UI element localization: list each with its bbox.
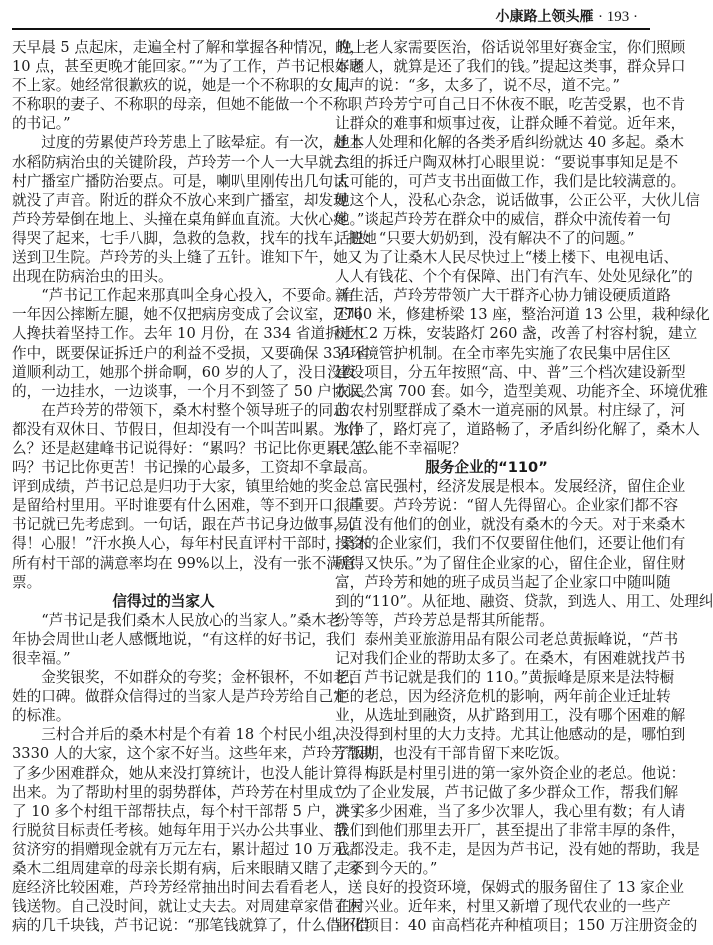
text-line: 同声的说：“多，太多了，说不尽，道不完。”: [335, 77, 620, 95]
text-line: 作中，既要保证拆迁户的利益不受损，又要确保 334 省: [12, 344, 371, 362]
text-line: 在芦玲芳的带领下，桑木村整个领导班子的同志: [41, 401, 348, 419]
text-line: 的书记。”: [12, 115, 71, 133]
text-line: 所得又快乐。”为了留住企业家的心，留住企业，留住财: [335, 554, 686, 572]
text-line: 书记就已先考虑到。一句话，跟在芦书记身边做事，值: [12, 516, 363, 534]
text-line: 业，从选址到融资，从扩路到用工，没有哪个困难的解: [335, 707, 686, 725]
text-line: 富民强村，经济发展是根本。发展经济，留住企业: [364, 478, 686, 496]
text-line: 3330 人的大家，这个家不好当。这些年来，芦玲芳帮助: [12, 745, 375, 763]
text-line: 很重要。芦玲芳说：“留人先得留心。企业家们都不容: [335, 497, 679, 515]
text-line: 的标准。: [12, 707, 71, 725]
text-line: 都没有双休日、节假日，但却没有一个叫苦叫累。为什: [12, 420, 363, 438]
text-line: 她。”谈起芦玲芳在群众中的威信，群众中流传着一句: [335, 210, 671, 228]
text-line: 芦玲芳宁可自己日不休夜不眠，吃苦受累，也不肯: [364, 96, 686, 114]
paragraph: [12, 38, 367, 133]
text-line: 一年因公摔断左腿，她不仅把病房变成了会议室，还叫: [12, 306, 363, 324]
text-line: 病的几千块钱，芦书记说：“那笔钱就算了，什么借不借: [12, 917, 370, 935]
text-line: 金奖银奖，不如群众的夸奖；金杯银杯，不如老百: [41, 669, 363, 687]
text-line: 太可能的，可芦支书出面做工作，我们是比较满意的。: [335, 172, 686, 190]
text-line: 人人有钱花、个个有保障、出门有汽车、处处见绿化”的: [335, 268, 693, 286]
text-line: 好老人，就算是还了我们的钱。”提起这类事，群众异口: [335, 58, 686, 76]
text-line: 出来。为了帮助村里的弱势群体，芦玲芳在村里成立: [12, 783, 348, 801]
text-line: 年协会周世山老人感慨地说，“有这样的好书记，我们: [12, 630, 356, 648]
text-line: 记，芦书记就是我们的 110。”黄振峰是原来是法特橱: [335, 669, 675, 687]
section-heading: [12, 592, 315, 611]
text-line: 记对我们企业的帮助太多了。在桑木，有困难就找芦书: [335, 650, 686, 667]
paragraph: [335, 878, 698, 935]
text-line: 泰州美亚旅游用品有限公司老总黄振峰说，“芦书: [364, 630, 679, 648]
paragraph: [12, 725, 375, 935]
heading-text: 服务企业的“110”: [425, 459, 548, 477]
text-line: 道顺利动工，她那个拼命啊，60 岁的人了，没日没夜: [12, 363, 357, 381]
text-line: 农民公寓 700 套。如今，造型美观、功能齐全、环境优雅: [335, 382, 708, 400]
paragraph: [335, 477, 713, 630]
text-line: 很幸福。”: [12, 650, 71, 667]
text-line: 10 点，甚至更晚才能回家。”“为了工作，芦书记根本顾: [12, 58, 364, 76]
text-line: 良好的投资环境，保姆式的服务留住了 13 家企业: [364, 879, 684, 897]
text-line: 纷等等，芦玲芳总是帮其所能帮。: [335, 611, 554, 629]
text-line: 票。: [12, 573, 42, 591]
paragraph: [335, 630, 686, 764]
paragraph: [335, 764, 700, 879]
running-head-title: 小康路上领头雁: [495, 9, 594, 25]
text-line: 的农村别墅群成了桑木一道亮丽的风景。村庄绿了，河: [335, 401, 686, 419]
text-line: 不上家。她经常很歉疚的说，她是一个不称职的女儿、: [12, 77, 363, 95]
text-line: 水净了，路灯亮了，道路畅了，矛盾纠纷化解了，桑木人: [335, 420, 700, 438]
text-line: 建设项目，分五年按照“高、中、普”三个档次建设新型: [335, 363, 686, 381]
text-line: 所有村干部的满意率均在 99%以上，没有一张不满意: [12, 554, 356, 572]
text-line: 新生活，芦玲芳带领广大干群齐心协力铺设硬质道路: [335, 287, 671, 305]
text-line: 出现在防病治虫的田头。: [12, 268, 173, 286]
text-line: 投资的企业家们，我们不仅要留住他们，还要让他们有: [335, 535, 686, 553]
text-line: 让群众的难事和烦事过夜，让群众睡不着觉。近年来，: [335, 115, 686, 133]
text-line: 行脱贫目标责任考核。她每年用于兴办公共事业、帮: [12, 821, 348, 839]
text-line: 庭经济比较困难，芦玲芳经常抽出时间去看看老人，送: [12, 879, 363, 897]
text-line: 民怎么能不幸福呢？: [335, 439, 467, 457]
text-line: 村广播室广播防治要点。可是，喇叭里刚传出几句话: [12, 172, 348, 190]
paragraph: [12, 611, 356, 668]
text-line: 的，一边挂水，一边谈事，一个月不到签了 50 户协议。”: [12, 382, 376, 400]
right-column: [335, 38, 713, 935]
text-line: 她这个人，没私心杂念，说话做事，公正公平，大伙儿信: [335, 191, 700, 209]
running-head: [496, 6, 638, 26]
text-line: 业化项目：40 亩高档花卉种植项目；150 万注册资金的: [335, 917, 698, 935]
paragraph: [335, 38, 686, 95]
text-line: 了多少困难群众，她从来没打算统计，也没人能计算得: [12, 764, 363, 782]
paragraph: [335, 95, 700, 248]
text-line: 水稻防病治虫的关键阶段，芦玲芳一个人一大早就去: [12, 153, 348, 171]
text-line: 柜的老总，因为经济危机的影响，两年前企业迁址转: [335, 688, 671, 706]
text-line: 芦玲芳晕倒在地上、头撞在桌角鲜血直流。大伙心疼: [12, 210, 348, 228]
text-line: 得哭了起来，七手八脚，急救的急救，找车的找车，把她: [12, 229, 377, 247]
text-line: 么？还是赵建峰书记说得好：“累吗？书记比你更累！苦: [12, 439, 370, 457]
text-line: 决没得到村里的大力支持。尤其让他感动的是，哪怕到: [335, 726, 686, 744]
text-line: 我都没走。我不走，是因为芦书记，没有她的帮助，我是: [335, 840, 700, 858]
text-line: 梅跃是村里引进的第一家外资企业的老总。他说：: [364, 764, 686, 782]
text-line: 富，芦玲芳和她的班子成员当起了企业家口中随叫随: [335, 573, 671, 591]
text-line: “为了企业发展，芦书记做了多少群众工作，帮我们解: [335, 783, 679, 801]
section-heading: [335, 458, 638, 477]
text-line: 话说：“只要大奶奶到，没有解决不了的问题。”: [335, 229, 635, 247]
text-line: 钱送物。自己没时间，就让丈夫去。对周建章家借了医: [12, 898, 363, 916]
text-line: 了 10 多个村组干部帮扶点，每个村干部帮 5 户，并实: [12, 802, 365, 820]
text-line: 人搀扶着坚持工作。去年 10 月份，在 334 省道拆迁工: [12, 325, 369, 343]
text-line: 决了多少困难，当了多少次罪人，我心里有数；有人请: [335, 802, 686, 820]
text-line: 她本人处理和化解的各类矛盾纠纷就达 40 多起。桑木: [335, 134, 684, 152]
text-line: 吗？书记比你更苦！书记操的心最多，工资却不拿最高。: [12, 459, 377, 477]
left-column: [12, 38, 377, 935]
text-line: 在村兴业。近年来，村里又新增了现代农业的一些产: [335, 898, 671, 916]
header-rule: [12, 28, 650, 30]
text-line: 树木 2 万株，安装路灯 260 盏，改善了村容村貌，建立: [335, 325, 698, 343]
paragraph: [12, 668, 363, 725]
paragraph: [12, 401, 377, 592]
heading-text: 信得过的当家人: [112, 592, 215, 610]
text-line: 送到卫生院。芦玲芳的头上缝了五针。谁知下午，她又: [12, 249, 363, 267]
text-line: 易，没有他们的创业，就没有桑木的今天。对于来桑木: [335, 516, 686, 534]
paragraph: [12, 133, 377, 286]
text-line: 评到成绩，芦书记总是归功于大家，镇里给她的奖金总: [12, 478, 363, 496]
text-line: 天早晨 5 点起床，走遍全村了解和掌握各种情况，晚上: [12, 39, 367, 56]
text-line: “芦书记工作起来那真叫全身心投入，不要命。有: [41, 287, 356, 305]
text-line: 我们到他们那里去开厂，甚至提出了非常丰厚的条件，: [335, 821, 686, 839]
text-line: 了环境管护机制。在全市率先实施了农民集中居住区: [335, 344, 671, 362]
text-line: 姓的口碑。做群众信得过的当家人是芦玲芳给自己定: [12, 688, 348, 706]
text-line: 了饭期，也没有干部肯留下来吃饭。: [335, 745, 569, 763]
page-number: · 193 ·: [598, 9, 638, 25]
text-line: 走不到今天的。”: [335, 860, 438, 878]
text-line: 不称职的妻子、不称职的母亲，但她不能做一个不称职: [12, 96, 363, 114]
text-line: 为了让桑木人民尽快过上“楼上楼下、电视电话、: [364, 249, 679, 267]
paragraph: [12, 286, 376, 401]
text-line: 到的“110”。从征地、融资、贷款，到选人、用工、处理纠: [335, 592, 713, 610]
text-line: 桑木二组周建章的母亲长期有病，后来眼睛又瞎了，家: [12, 860, 363, 878]
text-line: 得！心服！”汗水换人心，每年村民直评村干部时，桑木: [12, 535, 370, 553]
text-line: 是留给村里用。平时谁要有什么困难，等不到开口，芦: [12, 497, 363, 515]
text-line: 就没了声音。附近的群众不放心来到广播室，却发现: [12, 191, 348, 209]
text-line: 的，老人家需要医治，俗话说邻里好赛金宝，你们照顾: [335, 39, 686, 56]
text-line: 贫济穷的捐赠现金就有万元左右，累计超过 10 万元。: [12, 840, 361, 858]
paragraph: [335, 248, 710, 458]
text-line: 三村合并后的桑木村是个有着 18 个村民小组，: [41, 726, 347, 744]
text-line: 六组的拆迁户陶双林打心眼里说：“要说事事知足是不: [335, 153, 679, 171]
text-line: 过度的劳累使芦玲芳患上了眩晕症。有一次，赶上: [41, 134, 363, 152]
text-line: “芦书记是我们桑木人民放心的当家人。”桑木老: [41, 611, 341, 629]
text-line: 7760 米，修建桥梁 13 座，整治河道 13 公里，栽种绿化: [335, 306, 710, 324]
